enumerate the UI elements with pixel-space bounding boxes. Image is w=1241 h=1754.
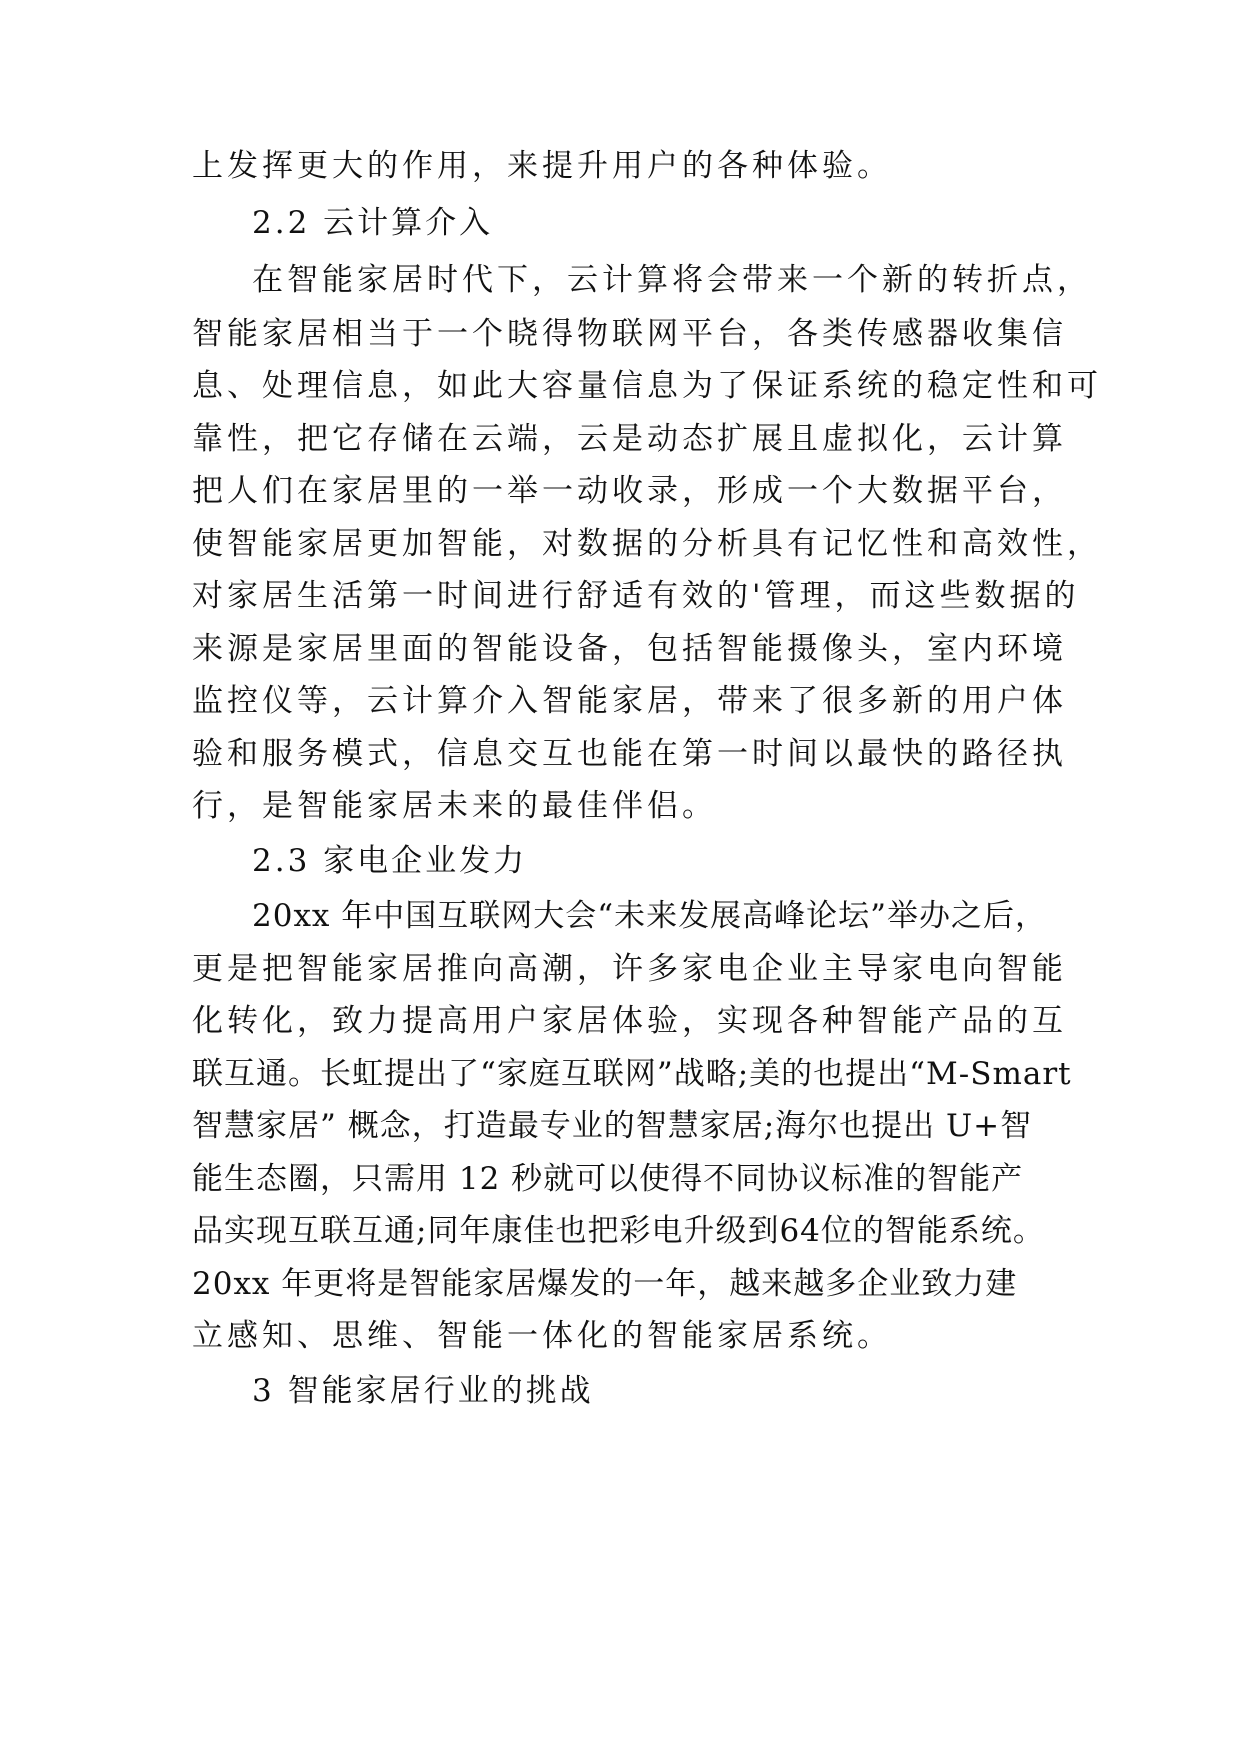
paragraph-line: 使智能家居更加智能，对数据的分析具有记忆性和高效性， [192,526,1102,562]
paragraph-line: 品实现互联互通;同年康佳也把彩电升级到64位的智能系统。 [192,1213,1045,1249]
section-heading: 3 智能家居行业的挑战 [252,1373,594,1409]
paragraph-line: 验和服务模式，信息交互也能在第一时间以最快的路径执 [192,736,1067,772]
paragraph-line: 在智能家居时代下，云计算将会带来一个新的转折点， [252,262,1092,298]
paragraph-line: 上发挥更大的作用，来提升用户的各种体验。 [192,148,892,184]
paragraph-line: 化转化，致力提高用户家居体验，实现各种智能产品的互 [192,1003,1067,1039]
section-heading: 2.3 家电企业发力 [252,843,528,879]
paragraph-line: 能生态圈，只需用 12 秒就可以使得不同协议标准的智能产 [192,1161,1024,1197]
paragraph-line: 对家居生活第一时间进行舒适有效的'管理，而这些数据的 [192,578,1080,614]
paragraph-line: 20xx 年更将是智能家居爆发的一年，越来越多企业致力建 [192,1266,1018,1302]
paragraph-line: 行，是智能家居未来的最佳伴侣。 [192,788,717,824]
paragraph-line: 智慧家居” 概念，打造最专业的智慧家居;海尔也提出 U+智 [192,1108,1033,1144]
paragraph-line: 20xx 年中国互联网大会“未来发展高峰论坛”举办之后， [252,898,1047,934]
paragraph-line: 立感知、思维、智能一体化的智能家居系统。 [192,1318,892,1354]
paragraph-line: 把人们在家居里的一举一动收录，形成一个大数据平台， [192,473,1067,509]
section-heading: 2.2 云计算介入 [252,205,494,241]
paragraph-line: 智能家居相当于一个晓得物联网平台，各类传感器收集信 [192,316,1067,352]
paragraph-line: 更是把智能家居推向高潮，许多家电企业主导家电向智能 [192,951,1067,987]
paragraph-line: 靠性，把它存储在云端，云是动态扩展且虚拟化，云计算 [192,421,1067,457]
paragraph-line: 息、处理信息，如此大容量信息为了保证系统的稳定性和可 [192,368,1102,404]
paragraph-line: 监控仪等，云计算介入智能家居，带来了很多新的用户体 [192,683,1067,719]
paragraph-line: 来源是家居里面的智能设备，包括智能摄像头，室内环境 [192,631,1067,667]
paragraph-line: 联互通。长虹提出了“家庭互联网”战略;美的也提出“M-Smart [192,1056,1072,1092]
